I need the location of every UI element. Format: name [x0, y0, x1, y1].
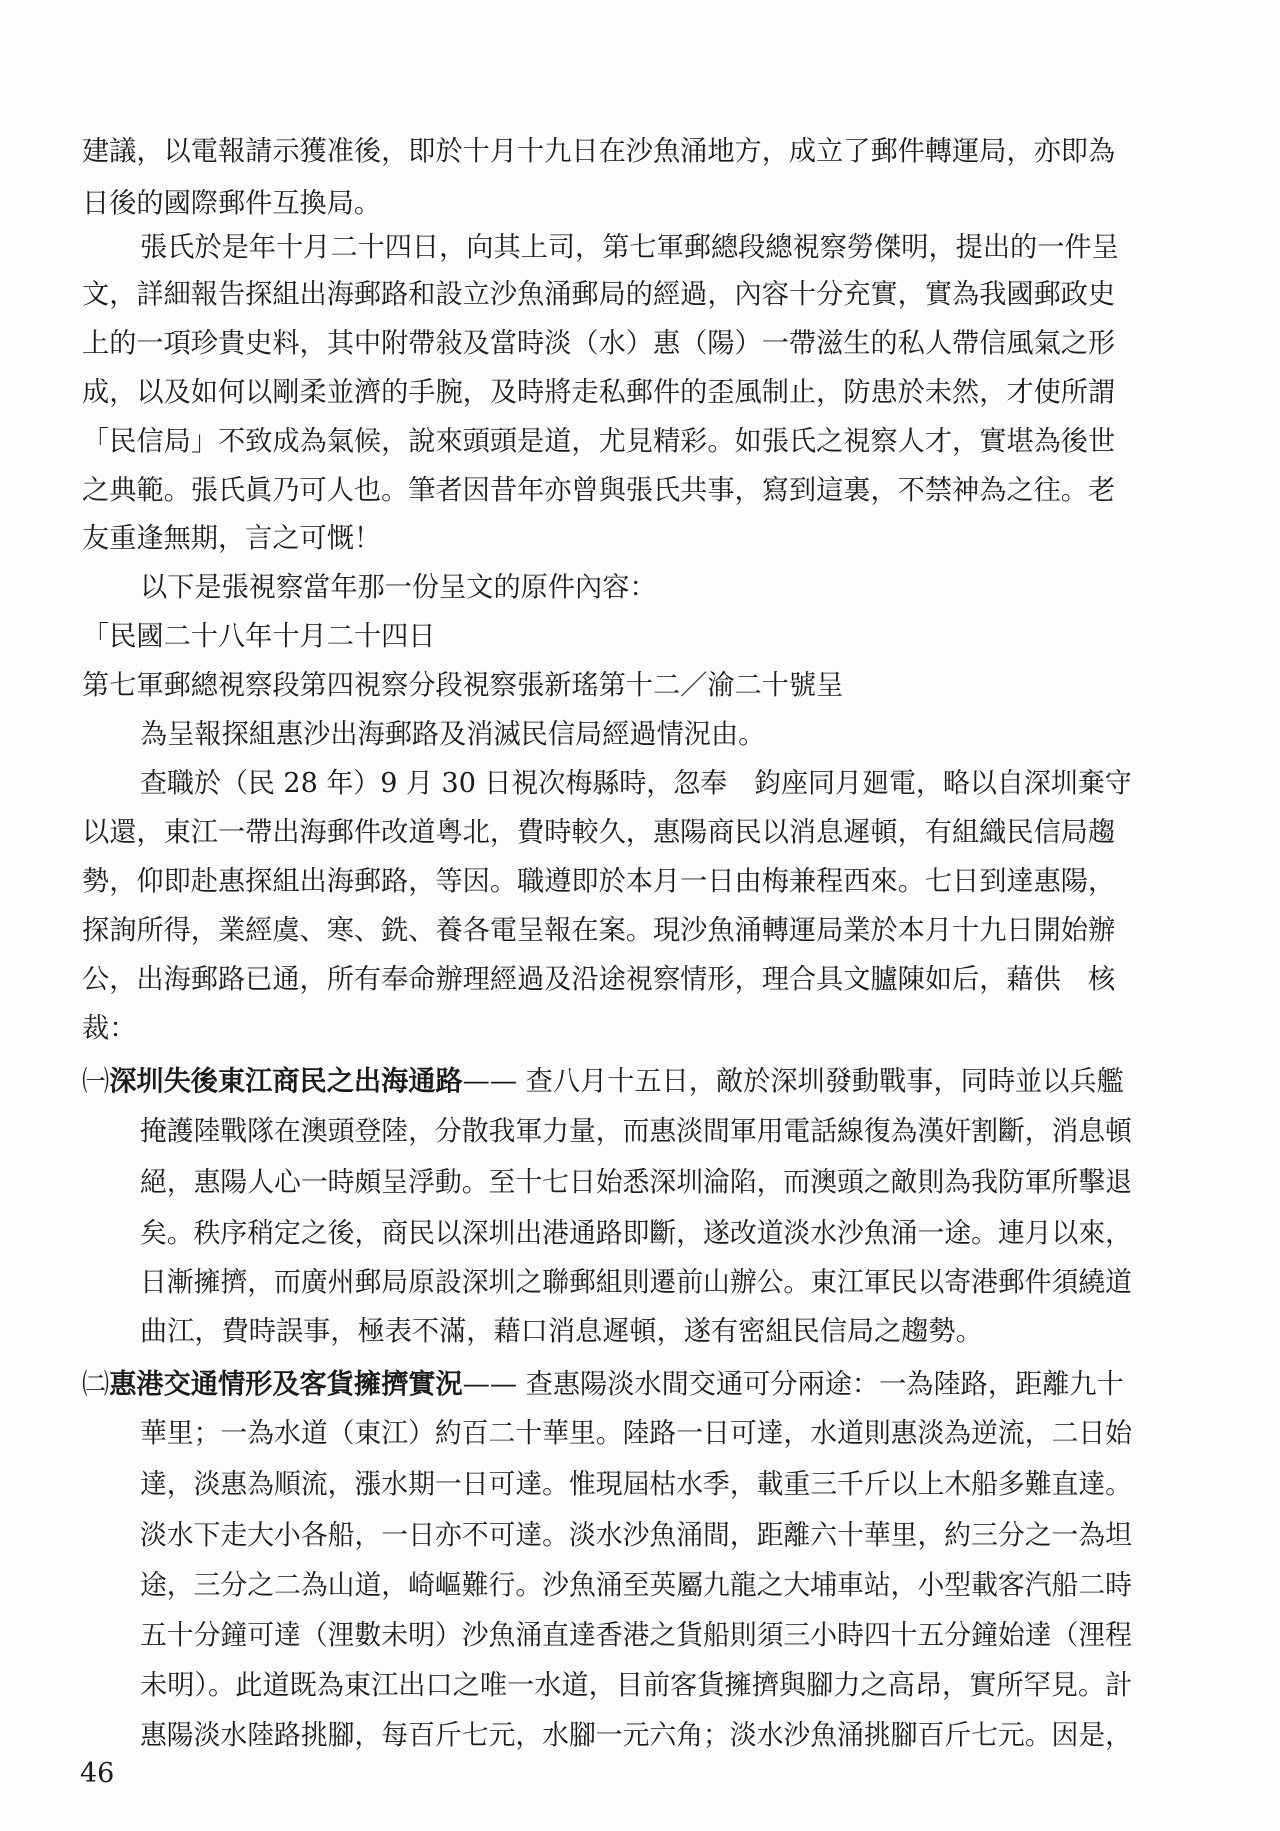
text-line: 為呈報探組惠沙出海郵路及消滅民信局經過情況由。 — [140, 719, 766, 750]
text-line: 五十分鐘可達（浬數未明）沙魚涌直達香港之貨船則須三小時四十五分鐘始達（浬程 — [140, 1620, 1132, 1651]
text-line: 「民國二十八年十月二十四日 — [82, 621, 436, 652]
text-line: 成，以及如何以剛柔並濟的手腕，及時將走私郵件的歪風制止，防患於未然，才使所謂 — [82, 377, 1116, 408]
item-1-heading: 深圳失後東江商民之出海通路 — [109, 1065, 463, 1097]
text-line: 途，三分之二為山道，崎嶇難行。沙魚涌至英屬九龍之大埔車站，小型載客汽船二時 — [140, 1570, 1132, 1601]
text-line: 絕，惠陽人心一時頗呈浮動。至十七日始悉深圳淪陷，而澳頭之敵則為我防軍所擊退 — [140, 1167, 1132, 1198]
text-line: 建議，以電報請示獲准後，即於十月十九日在沙魚涌地方，成立了郵件轉運局，亦即為 — [82, 136, 1116, 167]
item-1-marker: ㈠ — [82, 1066, 110, 1097]
item-1-first-text: 查八月十五日，敵於深圳發動戰事，同時並以兵艦 — [517, 1066, 1124, 1097]
text-line: 日漸擁擠，而廣州郵局原設深圳之聯郵組則遷前山辦公。東江軍民以寄港郵件須繞道 — [140, 1267, 1132, 1298]
text-line: 文，詳細報告探組出海郵路和設立沙魚涌郵局的經過，內容十分充實，實為我國郵政史 — [82, 279, 1116, 310]
text-line: 華里；一為水道（東江）約百二十華里。陸路一日可達，水道則惠淡為逆流，二日始 — [140, 1418, 1132, 1449]
text-line: 張氏於是年十月二十四日，向其上司，第七軍郵總段總視察勞傑明，提出的一件呈 — [140, 232, 1119, 263]
text-line: 探詢所得，業經虞、寒、銑、養各電呈報在案。現沙魚涌轉運局業於本月十九日開始辦 — [82, 915, 1116, 946]
item-1-heading-line — [82, 1063, 1124, 1100]
text-line: 曲江，費時誤事，極表不滿，藉口消息遲頓，遂有密組民信局之趨勢。 — [140, 1316, 983, 1347]
text-line: 以還，東江一帶出海郵件改道粵北，費時較久，惠陽商民以消息遲頓，有組織民信局趨 — [82, 817, 1116, 848]
text-line: 達，淡惠為順流，漲水期一日可達。惟現屆枯水季，載重三千斤以上木船多難直達。 — [140, 1469, 1132, 1500]
item-2-heading-line — [82, 1366, 1124, 1403]
text-line: 淡水下走大小各船，一日亦不可達。淡水沙魚涌間，距離六十華里，約三分之一為坦 — [140, 1520, 1132, 1551]
item-2-heading: 惠港交通情形及客貨擁擠實況 — [109, 1368, 463, 1400]
text-line: 之典範。張氏眞乃可人也。筆者因昔年亦曾與張氏共事，寫到這裏，不禁神為之往。老 — [82, 475, 1116, 506]
text-line: 矣。秩序稍定之後，商民以深圳出港通路即斷，遂改道淡水沙魚涌一途。連月以來， — [140, 1218, 1132, 1249]
text-line: 第七軍郵總視察段第四視察分段視察張新瑤第十二／渝二十號呈 — [82, 670, 844, 701]
item-1-dash: —— — [462, 1066, 518, 1097]
page-number: 46 — [80, 1758, 115, 1789]
text-line: 日後的國際郵件互換局。 — [82, 188, 382, 219]
text-line: 「民信局」不致成為氣候，說來頭頭是道，尤見精彩。如張氏之視察人才，實堪為後世 — [82, 426, 1116, 457]
item-2-first-text: 查惠陽淡水間交通可分兩途：一為陸路，距離九十 — [517, 1369, 1124, 1400]
text-line: 勢，仰即赴惠探組出海郵路，等因。職遵即於本月一日由梅兼程西來。七日到達惠陽， — [82, 866, 1116, 897]
text-line: 未明）。此道既為東江出口之唯一水道，目前客貨擁擠與腳力之高昂，實所罕見。計 — [140, 1670, 1133, 1701]
item-2-marker: ㈡ — [82, 1369, 110, 1400]
text-line: 掩護陸戰隊在澳頭登陸，分散我軍力量，而惠淡間軍用電話線復為漢奸割斷，消息頓 — [140, 1116, 1132, 1147]
item-2-dash: —— — [462, 1369, 518, 1400]
text-line: 上的一項珍貴史料，其中附帶敍及當時淡（水）惠（陽）一帶滋生的私人帶信風氣之形 — [82, 328, 1116, 359]
text-line: 公，出海郵路已通，所有奉命辦理經過及沿途視察情形，理合具文臚陳如后，藉供 核 — [82, 964, 1116, 995]
text-line: 友重逢無期，言之可慨！ — [82, 523, 382, 554]
text-line: 以下是張視察當年那一份呈文的原件內容： — [140, 572, 657, 603]
text-line: 裁： — [82, 1013, 137, 1044]
text-line: 查職於（民 28 年）9 月 30 日視次梅縣時，忽奉 鈞座同月廻電，略以自深圳棄守 — [140, 768, 1132, 799]
text-line: 惠陽淡水陸路挑腳，每百斤七元，水腳一元六角；淡水沙魚涌挑腳百斤七元。因是， — [140, 1720, 1132, 1751]
